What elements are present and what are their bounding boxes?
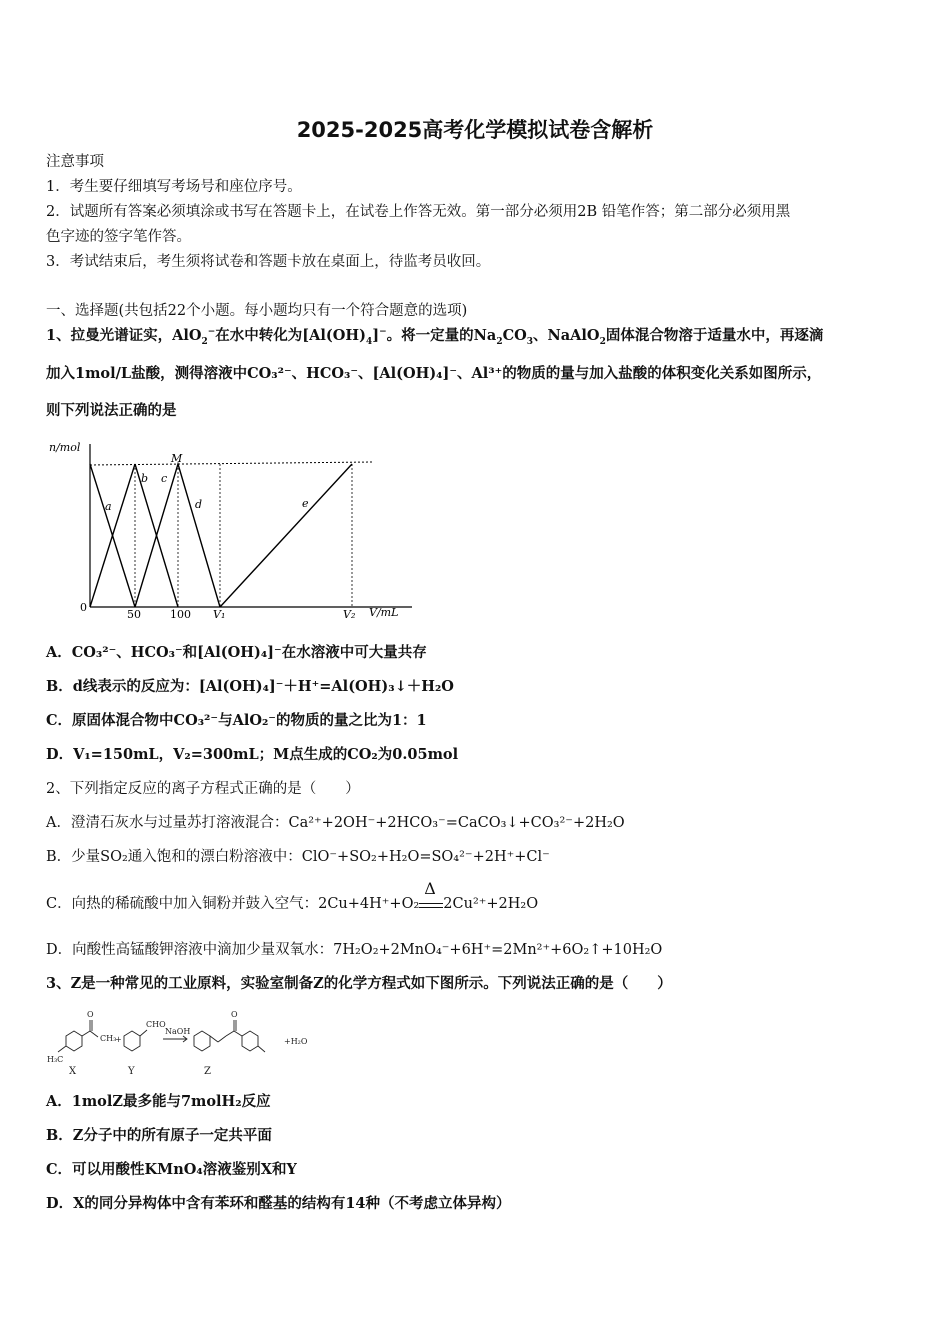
chart-marks [90, 464, 352, 607]
reagent-naoh: NaOH [165, 1027, 191, 1036]
q1-option-d: D．V₁=150mL，V₂=300mL；M点生成的CO₂为0.05mol [46, 746, 459, 763]
page-title: 2025-2025高考化学模拟试卷含解析 [296, 118, 654, 142]
q2-option-c-left: C．向热的稀硫酸中加入铜粉并鼓入空气：2Cu+4H⁺+O₂ [46, 896, 420, 912]
q3-reaction-scheme [44, 1006, 314, 1081]
q1-stem-part: 固体混合物溶于适量水中，再逐滴 [605, 327, 824, 344]
q3-option-d: D．X的同分异构体中含有苯环和醛基的结构有14种（不考虑立体异构） [46, 1195, 511, 1212]
x-tick-100: 100 [170, 608, 191, 621]
benzene-ring-z2 [242, 1031, 258, 1051]
chart-ylabel: n/mol [49, 441, 81, 454]
q3-option-c: C．可以用酸性KMnO₄溶液鉴别X和Y [46, 1161, 297, 1178]
chart-xlabel: V/mL [369, 606, 399, 619]
series-label-c: c [161, 472, 168, 485]
notice-item-3: 3．考试结束后，考生须将试卷和答题卡放在桌面上，待监考员收回。 [46, 254, 491, 270]
section-heading: 一、选择题(共包括22个小题。每小题均只有一个符合题意的选项) [46, 303, 468, 319]
q3-stem: 3、Z是一种常见的工业原料，实验室制备Z的化学方程式如下图所示。下列说法正确的是（ ） [46, 975, 672, 992]
z-label: Z [204, 1066, 211, 1077]
q1-option-c: C．原固体混合物中CO₃²⁻与AlO₂⁻的物质的量之比为1：1 [46, 712, 427, 729]
benzene-ring-z1 [194, 1031, 210, 1051]
series-label-a: a [105, 500, 112, 513]
x-oxygen: O [87, 1010, 94, 1019]
q2-option-c-right: 2Cu²⁺+2H₂O [443, 896, 539, 912]
x-tick-0: 0 [80, 601, 87, 614]
q1-stem-part: 。将一定量的Na [386, 327, 497, 344]
series-label-e: e [302, 497, 309, 510]
series-line-e [220, 464, 352, 607]
q2-option-b: B．少量SO₂通入饱和的漂白粉溶液中：ClO⁻+SO₂+H₂O=SO₄²⁻+2H⁺+Cl⁻ [46, 849, 550, 865]
q1-stem-part: 在水中转化为[Al(OH) [215, 327, 366, 344]
benzene-ring-x [66, 1031, 82, 1051]
q2-option-d: D．向酸性高锰酸钾溶液中滴加少量双氧水：7H₂O₂+2MnO₄⁻+6H⁺=2Mn²⁺+6O₂↑+10H₂O [46, 942, 663, 958]
notice-item-2: 2．试题所有答案必须填涂或书写在答题卡上，在试卷上作答无效。第一部分必须用2B 铅笔作答；第二部分必须用黑 [46, 204, 791, 220]
x-label: X [69, 1066, 77, 1077]
q2-option-a: A．澄清石灰水与过量苏打溶液混合：Ca²⁺+2OH⁻+2HCO₃⁻=CaCO₃↓+CO₃²⁻+2H₂O [46, 815, 625, 831]
q1-stem-part: 1、拉曼光谱证实，AlO [46, 327, 202, 344]
max-dotted-line [90, 462, 372, 465]
z-oxygen: O [231, 1010, 238, 1019]
heat-symbol: Δ [424, 879, 436, 898]
q2-stem: 2、下列指定反应的离子方程式正确的是（ ） [46, 781, 360, 797]
water-product: +H₂O [284, 1037, 308, 1046]
notice-item-2-cont: 色字迹的签字笔作答。 [46, 229, 191, 245]
benzene-ring-y [124, 1031, 140, 1051]
q1-option-a: A．CO₃²⁻、HCO₃⁻和[Al(OH)₄]⁻在水溶液中可大量共存 [46, 644, 427, 661]
chart-vertical-guides [135, 464, 352, 607]
q1-stem-part: CO [502, 327, 527, 344]
series-label-d: d [195, 498, 203, 511]
notice-heading: 注意事项 [46, 154, 104, 170]
series-line-d [135, 464, 220, 607]
q3-option-a: A．1molZ最多能与7molH₂反应 [46, 1093, 271, 1110]
notice-item-1: 1．考生要仔细填写考场号和座位序号。 [46, 179, 302, 195]
y-label: Y [128, 1066, 135, 1077]
q2-option-c [46, 879, 539, 914]
series-label-b: b [141, 472, 149, 485]
q1-stem-line3: 则下列说法正确的是 [46, 402, 177, 419]
plus-sign: + [115, 1035, 122, 1044]
q1-stem-part: 、NaAlO [533, 327, 600, 344]
x-tick-50: 50 [127, 608, 141, 621]
y-cho: CHO [146, 1020, 166, 1029]
point-m-label: M [171, 452, 183, 465]
q1-chart [40, 432, 420, 632]
q1-stem-line2: 加入1mol/L盐酸，测得溶液中CO₃²⁻、HCO₃⁻、[Al(OH)₄]⁻、Al³⁺的物质的量与加入盐酸的体积变化关系如图所示， [46, 365, 822, 382]
x-ch3: CH₃ [100, 1034, 117, 1043]
q1-stem-line1: 1、拉曼光谱证实，AlO$_2$−在水中转化为$[Al(OH)_4]^-$。将一定量的$Na_2CO_3$、NaAlO$_2$固体混合物溶于适量水中，再逐滴 [46, 327, 824, 347]
heat-equals-sign [419, 879, 443, 914]
q1-option-b: B．d线表示的反应为：[Al(OH)₄]⁻＋H⁺=Al(OH)₃↓＋H₂O [46, 678, 454, 695]
x-tick-v2: V₂ [343, 608, 356, 621]
x-tick-v1: V₁ [213, 608, 226, 621]
q1-stem-part: ] [372, 327, 380, 344]
x-h3c: H₃C [47, 1055, 64, 1064]
q3-option-b: B．Z分子中的所有原子一定共平面 [46, 1127, 272, 1144]
